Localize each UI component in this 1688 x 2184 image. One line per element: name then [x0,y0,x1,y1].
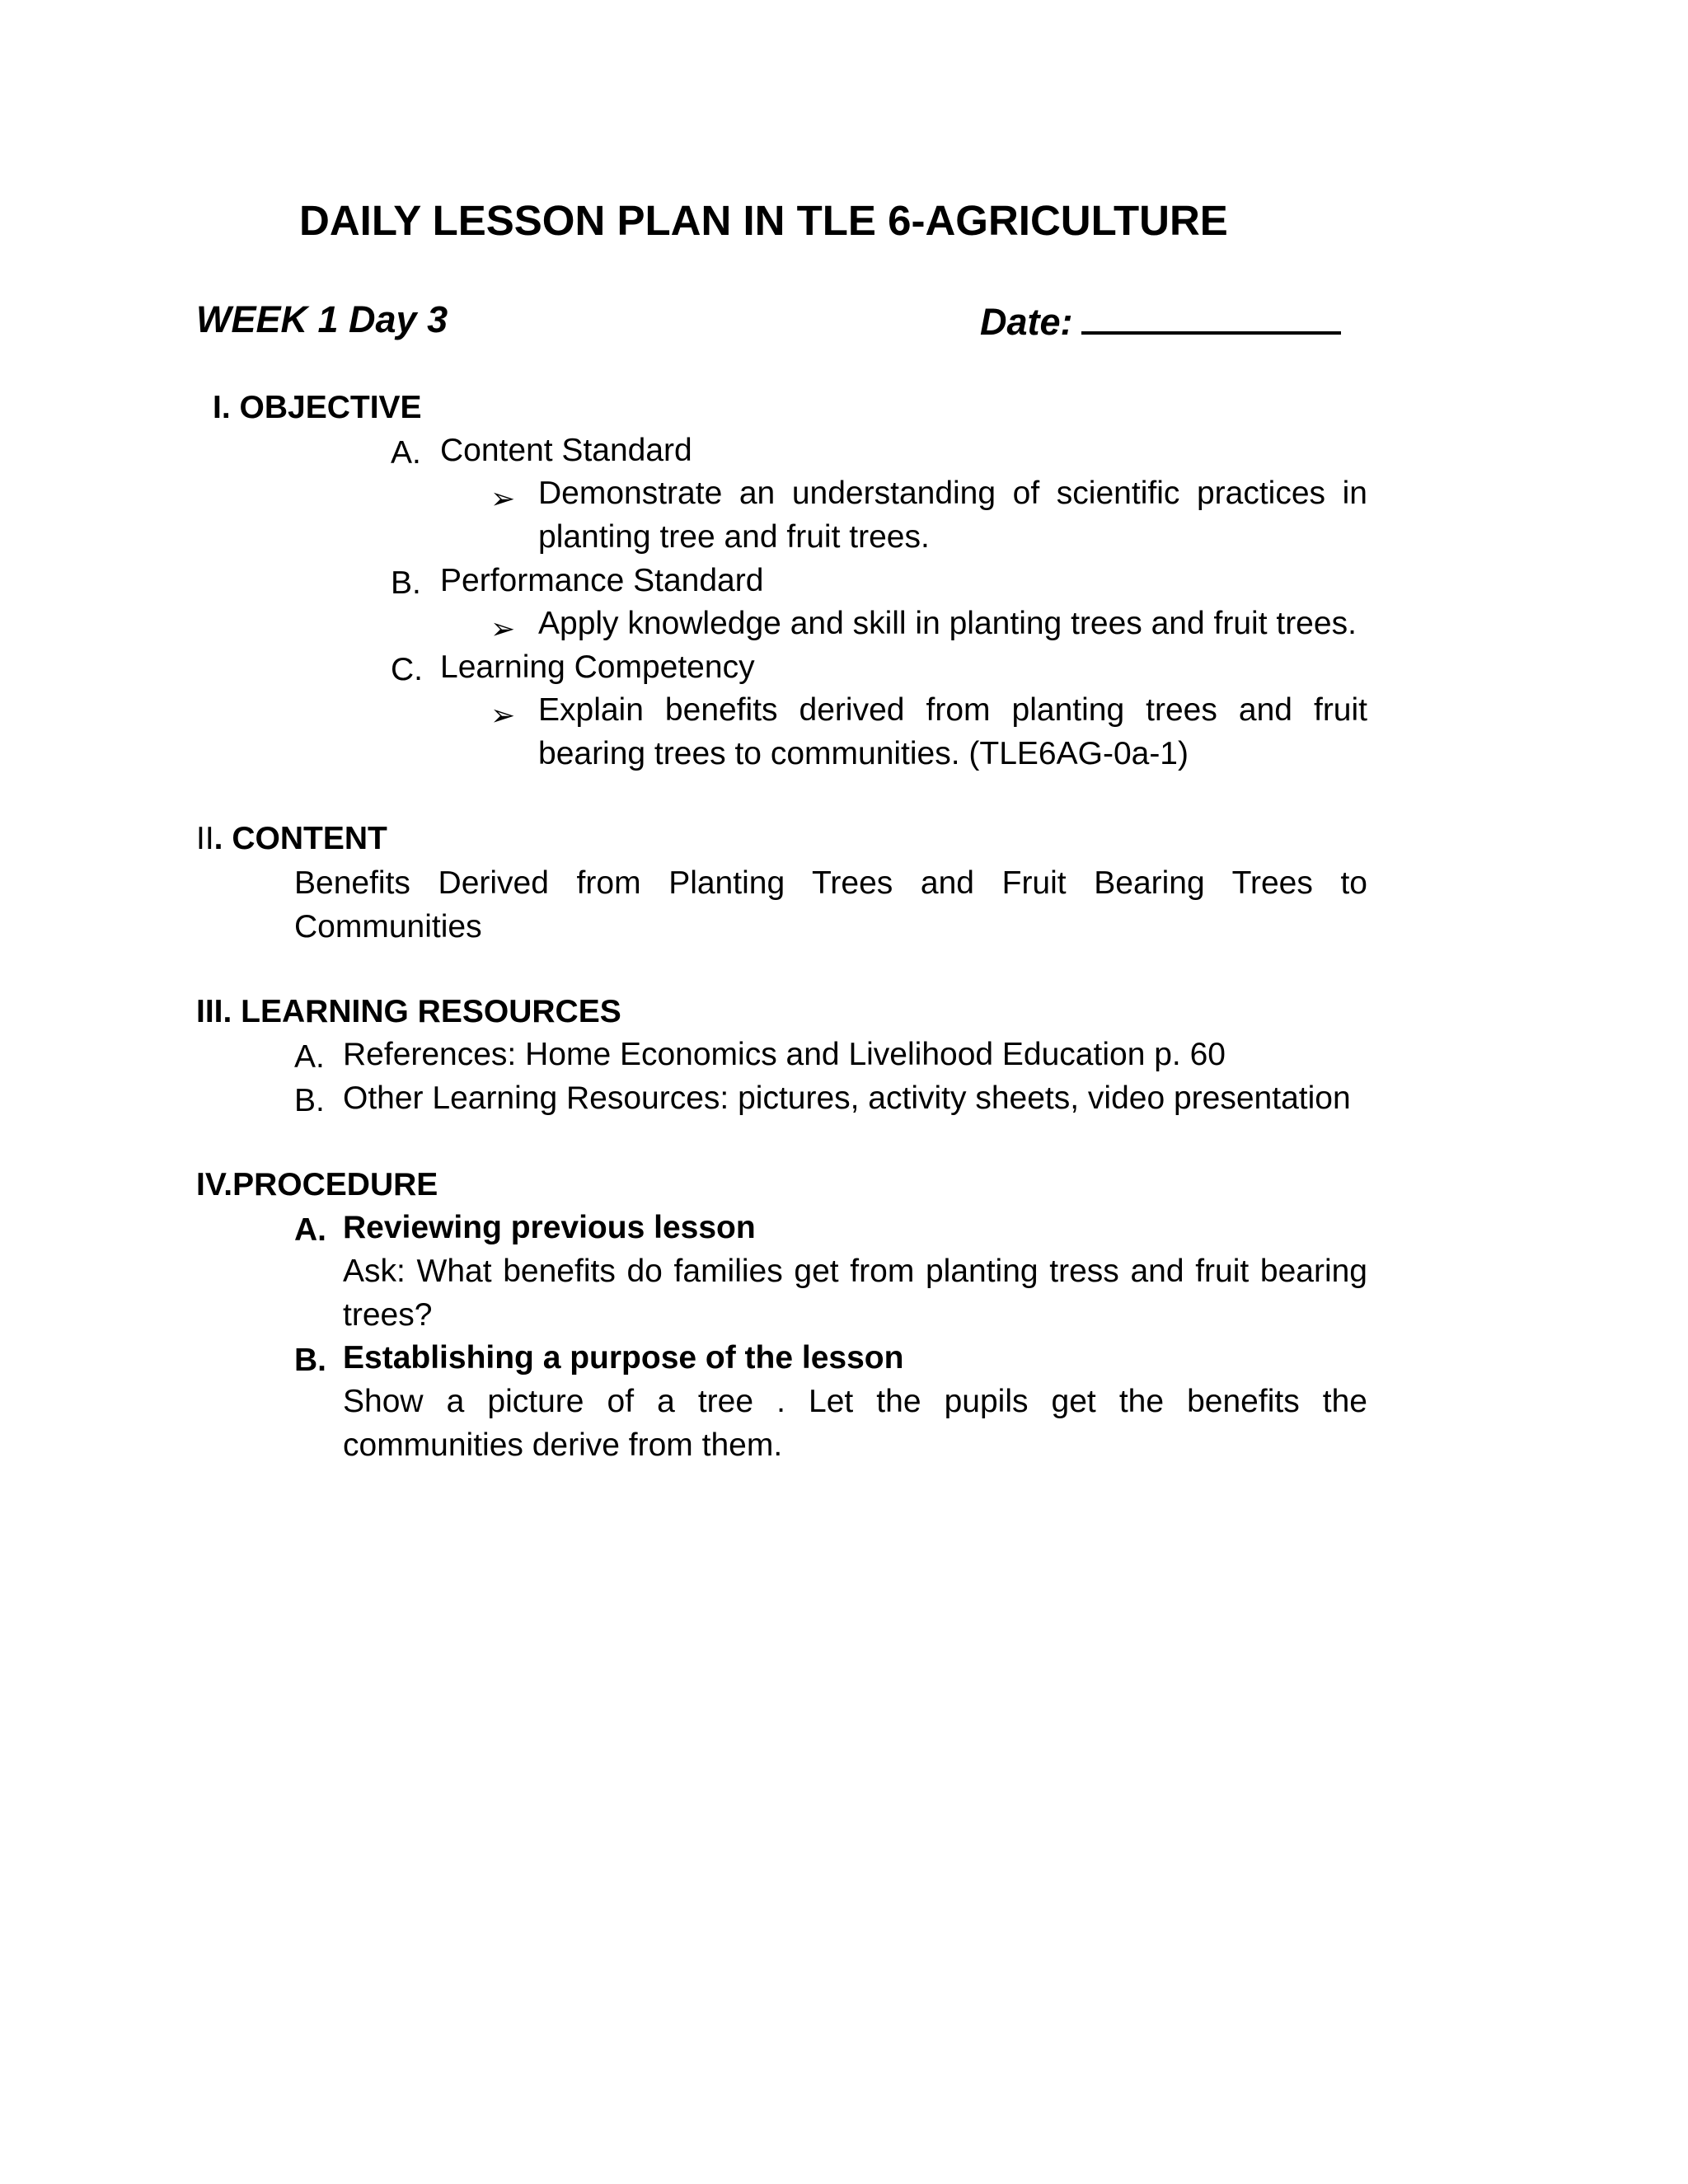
establishing-purpose-text: Show a picture of a tree . Let the pupils get the benefits the communities derive from them. [343,1384,1367,1463]
objective-heading: I. OBJECTIVE [213,390,422,425]
content-heading [196,821,387,857]
week-label: WEEK 1 Day 3 [196,298,448,340]
objective-a-letter: A. [391,435,421,471]
arrow-bullet-icon: ➢ [490,612,516,645]
procedure-a-letter: A. [294,1212,326,1248]
reviewing-previous-lesson-text: Ask: What benefits do families get from planting tress and fruit bearing trees? [343,1254,1367,1333]
procedure-heading: IV.PROCEDURE [196,1167,438,1202]
reviewing-previous-lesson-label: Reviewing previous lesson [343,1210,756,1245]
performance-standard-text: Apply knowledge and skill in planting trees and fruit trees. [538,606,1357,641]
content-standard-label: Content Standard [440,433,692,468]
learning-competency-label: Learning Competency [440,649,755,685]
resources-b-letter: B. [294,1083,325,1118]
content-heading-roman: II [196,821,214,856]
objective-b-letter: B. [391,565,421,601]
other-resources-text: Other Learning Resources: pictures, activity sheets, video presentation [343,1080,1351,1116]
date-blank-line [1081,298,1341,335]
arrow-bullet-icon: ➢ [490,481,516,515]
references-text: References: Home Economics and Livelihood Education p. 60 [343,1037,1226,1072]
date-field [980,298,1341,344]
learning-resources-heading: III. LEARNING RESOURCES [196,994,621,1029]
performance-standard-label: Performance Standard [440,563,764,598]
establishing-purpose-label: Establishing a purpose of the lesson [343,1340,904,1376]
date-label: Date: [980,301,1073,343]
content-heading-text: . CONTENT [213,821,387,856]
objective-c-letter: C. [391,652,423,687]
resources-a-letter: A. [294,1039,325,1075]
procedure-b-letter: B. [294,1343,326,1378]
arrow-bullet-icon: ➢ [490,698,516,732]
content-text: Benefits Derived from Planting Trees and Fruit Bearing Trees to Communities [294,865,1367,944]
learning-competency-text: Explain benefits derived from planting trees and fruit bearing trees to communities. (TLE6AG-0a-1) [538,692,1367,771]
content-standard-text: Demonstrate an understanding of scientific practices in planting tree and fruit trees. [538,476,1367,555]
page-title: DAILY LESSON PLAN IN TLE 6-AGRICULTURE [299,197,1228,244]
